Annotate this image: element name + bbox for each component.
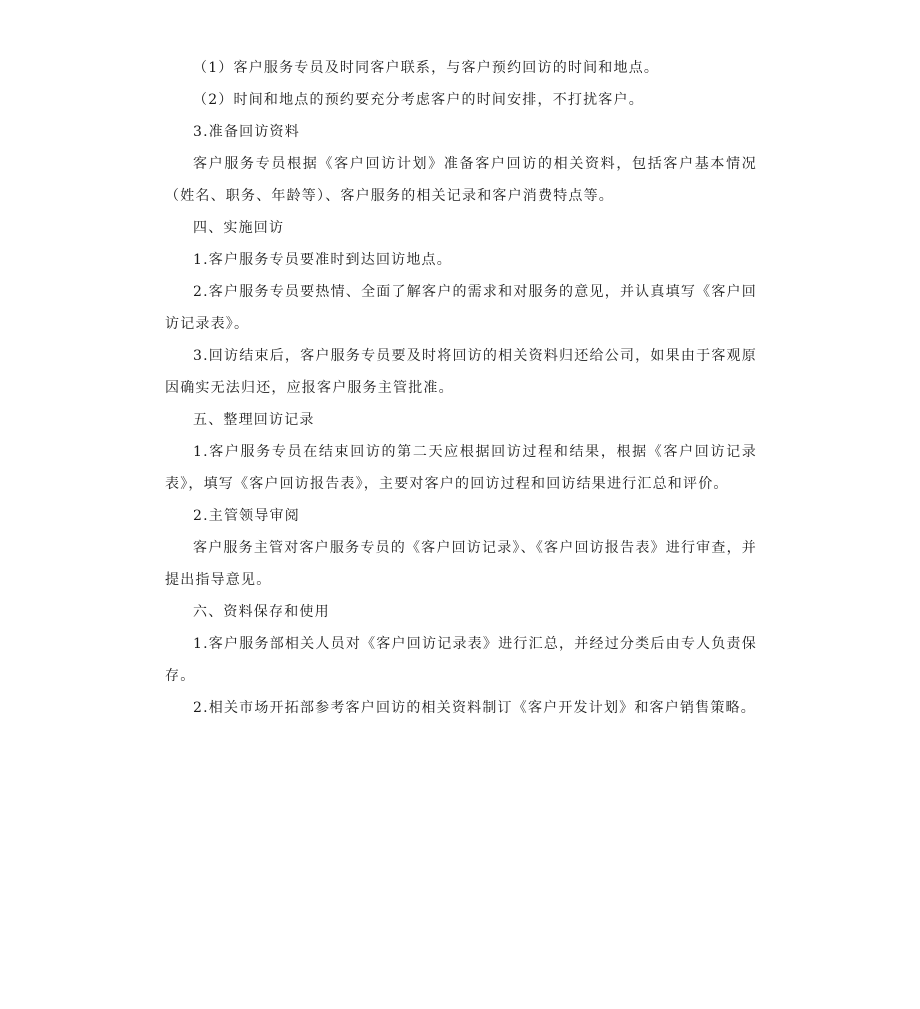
paragraph-appointment-2: （2）时间和地点的预约要充分考虑客户的时间安排，不打扰客户。 (193, 92, 644, 108)
document-body (165, 52, 757, 724)
paragraph-storage-1: 1.客户服务部相关人员对《客户回访记录表》进行汇总，并经过分类后由专人负责保存。 (165, 636, 757, 684)
heading-manager-review: 2.主管领导审阅 (193, 508, 300, 524)
heading-prepare-materials: 3.准备回访资料 (193, 124, 300, 140)
paragraph-implement-2: 2.客户服务专员要热情、全面了解客户的需求和对服务的意见，并认真填写《客户回访记录表》。 (165, 284, 757, 332)
paragraph-implement-3: 3.回访结束后，客户服务专员要及时将回访的相关资料归还给公司，如果由于客观原因确实无法归还，应报客户服务主管批准。 (165, 348, 757, 396)
paragraph-manager-review: 客户服务主管对客户服务专员的《客户回访记录》、《客户回访报告表》进行审查，并提出指导意见。 (165, 540, 757, 588)
paragraph-prepare-materials: 客户服务专员根据《客户回访计划》准备客户回访的相关资料，包括客户基本情况（姓名、职务、年龄等）、客户服务的相关记录和客户消费特点等。 (165, 156, 757, 204)
section-heading-organize-records: 五、整理回访记录 (193, 412, 315, 428)
paragraph-implement-1: 1.客户服务专员要准时到达回访地点。 (193, 252, 452, 268)
paragraph-appointment-1: （1）客户服务专员及时同客户联系，与客户预约回访的时间和地点。 (193, 60, 660, 76)
paragraph-storage-2: 2.相关市场开拓部参考客户回访的相关资料制订《客户开发计划》和客户销售策略。 (193, 700, 756, 716)
section-heading-storage-usage: 六、资料保存和使用 (193, 604, 330, 620)
paragraph-organize-1: 1.客户服务专员在结束回访的第二天应根据回访过程和结果，根据《客户回访记录表》，填写《客户回访报告表》，主要对客户的回访过程和回访结果进行汇总和评价。 (165, 444, 757, 492)
section-heading-implement-visit: 四、实施回访 (193, 220, 285, 236)
